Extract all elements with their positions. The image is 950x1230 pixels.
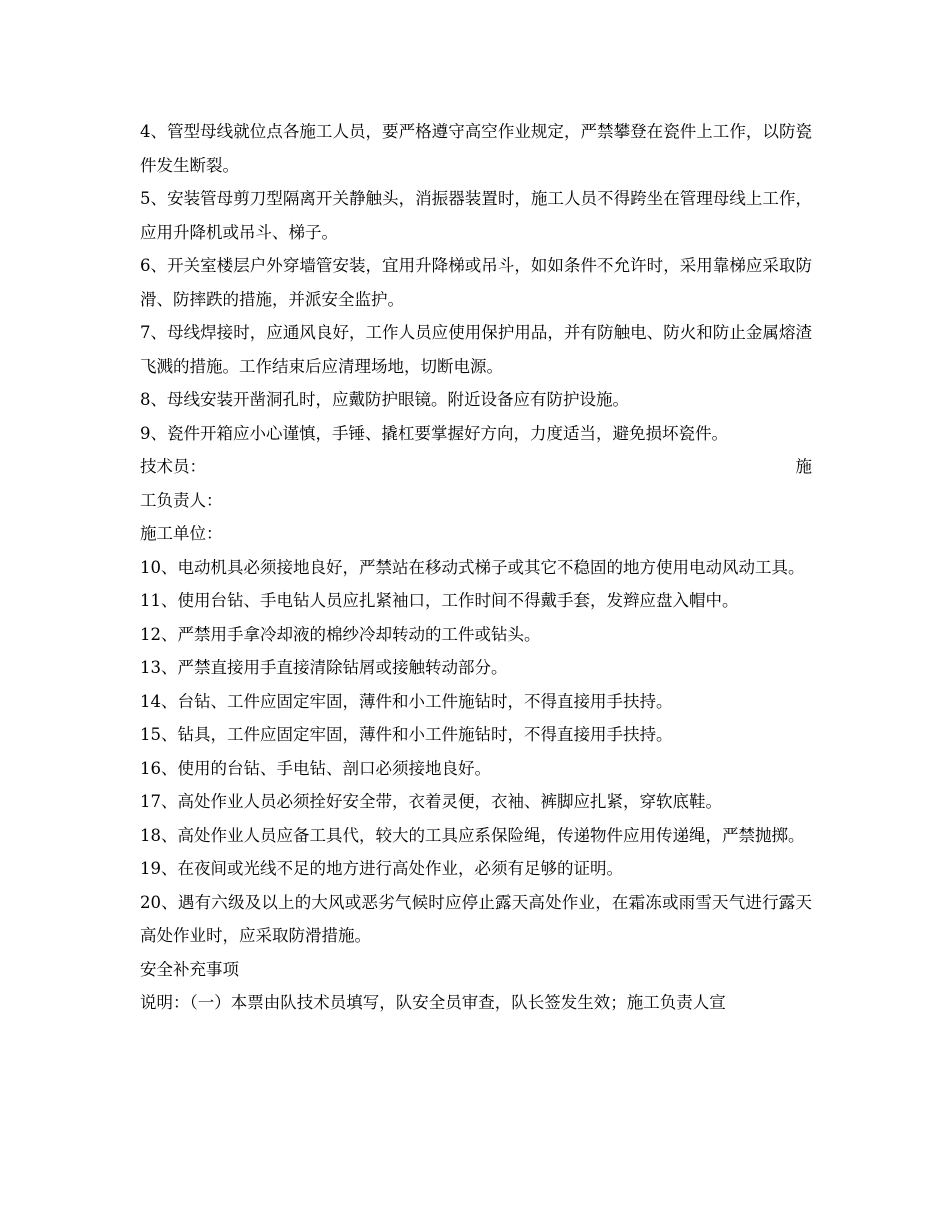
safety-item-9: 9、瓷件开箱应小心谨慎，手锤、撬杠要掌握好方向，力度适当，避免损坏瓷件。 <box>140 423 728 443</box>
unit-label: 施工单位： <box>140 524 223 543</box>
safety-item-10: 10、电动机具必须接地良好，严禁站在移动式梯子或其它不稳固的地方使用电动风动工具。 <box>140 557 805 577</box>
safety-item-18: 18、高处作业人员应备工具代，较大的工具应系保险绳，传递物件应用传递绳，严禁抛掷。 <box>140 825 805 845</box>
safety-item-7: 7、母线焊接时，应通风良好，工作人员应使用保护用品，并有防触电、防火和防止金属熔渣飞溅的措施。工作结束后应清理场地，切断电源。 <box>140 323 812 376</box>
safety-item-19: 19、在夜间或光线不足的地方进行高处作业，必须有足够的证明。 <box>140 859 623 878</box>
safety-item-20: 20、遇有六级及以上的大风或恶劣气候时应停止露天高处作业，在霜冻或雨雪天气进行露天高处作业时，应采取防滑措施。 <box>140 892 812 945</box>
safety-item-5: 5、安装管母剪刀型隔离开关静触头，消振器装置时，施工人员不得跨坐在管理母线上工作，应用升降机或吊斗、梯子。 <box>140 189 812 242</box>
safety-item-12: 12、严禁用手拿冷却液的棉纱冷却转动的工件或钻头。 <box>140 624 541 644</box>
technician-label: 技术员： <box>140 457 206 476</box>
leader-label-end: 工负责人： <box>140 490 223 510</box>
safety-item-6: 6、开关室楼层户外穿墙管安装，宜用升降梯或吊斗，如如条件不允许时，采用靠梯应采取防滑、防摔跌的措施，并派安全监护。 <box>140 256 812 309</box>
safety-item-16: 16、使用的台钻、手电钻、剖口必须接地良好。 <box>140 758 491 778</box>
safety-item-13: 13、严禁直接用手直接清除钻屑或接触转动部分。 <box>140 658 508 677</box>
safety-item-17: 17、高处作业人员必须拴好安全带，衣着灵便，衣袖、裤脚应扎紧，穿软底鞋。 <box>140 792 722 811</box>
signature-row <box>140 450 812 484</box>
document-page <box>140 115 812 1020</box>
safety-item-15: 15、钻具，工件应固定牢固，薄件和小工件施钻时，不得直接用手扶持。 <box>140 725 673 744</box>
explanation-note: 说明：（一）本票由队技术员填写，队安全员审查，队长签发生效；施工负责人宣 <box>140 993 726 1012</box>
leader-label-start: 施 <box>795 457 812 476</box>
safety-item-4: 4、管型母线就位点各施工人员，要严格遵守高空作业规定，严禁攀登在瓷件上工作，以防瓷件发生断裂。 <box>140 122 812 175</box>
safety-item-11: 11、使用台钻、手电钻人员应扎紧袖口，工作时间不得戴手套，发辫应盘入帽中。 <box>140 591 739 610</box>
supplement-title: 安全补充事项 <box>140 959 239 979</box>
safety-item-14: 14、台钻、工件应固定牢固，薄件和小工件施钻时，不得直接用手扶持。 <box>140 691 673 711</box>
safety-item-8: 8、母线安装开凿洞孔时，应戴防护眼镜。附近设备应有防护设施。 <box>140 390 629 409</box>
